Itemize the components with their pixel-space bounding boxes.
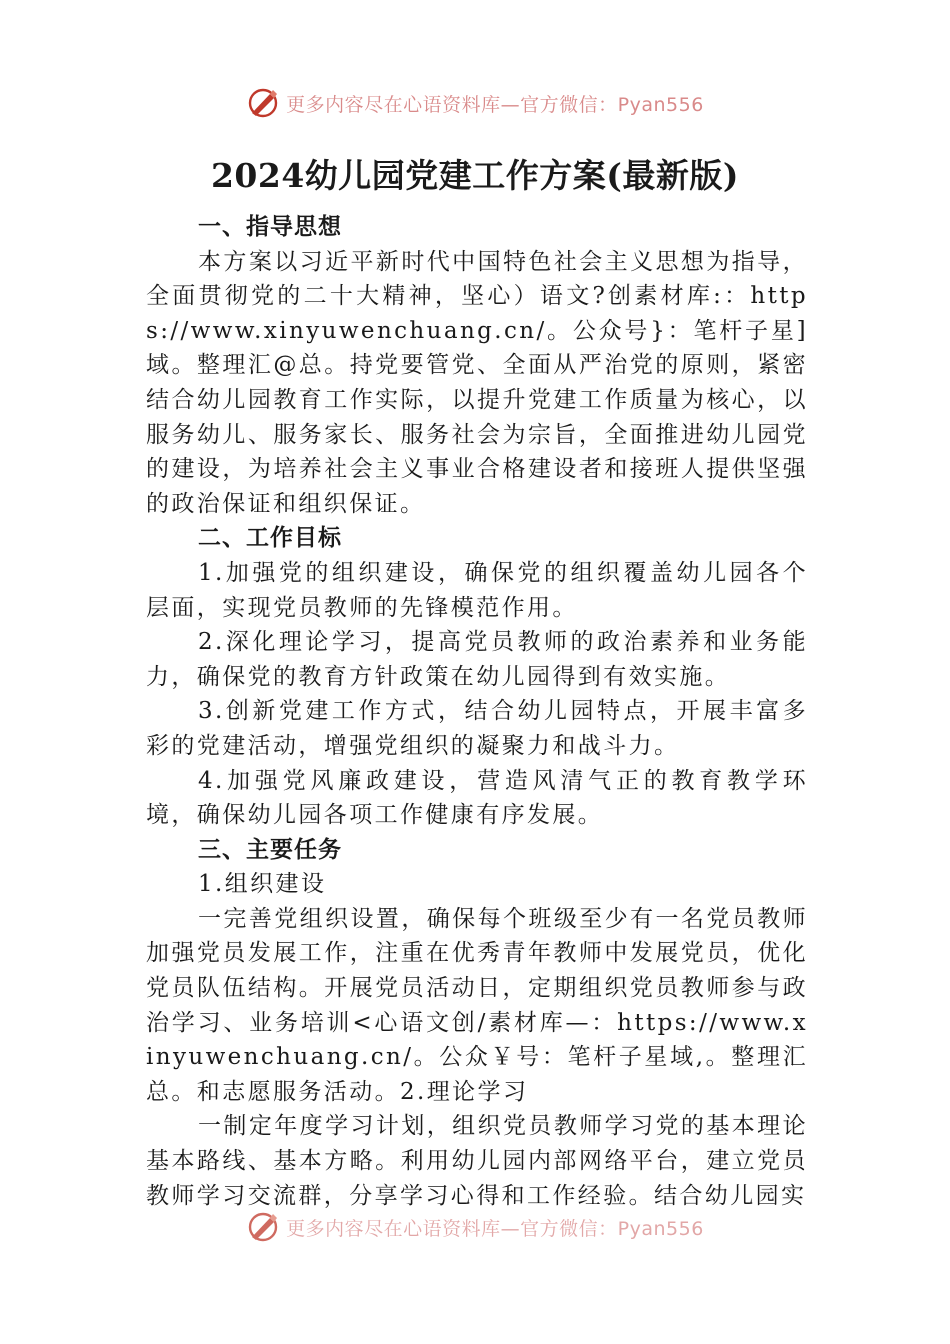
section-heading-main-tasks: 三、主要任务 — [198, 836, 342, 863]
page-title: 2024幼儿园党建工作方案(最新版) — [210, 156, 740, 195]
paragraph: 本方案以习近平新时代中国特色社会主义思想为指导，全面贯彻党的二十大精神，坚心）语文?创素材库:：https://www.xinyuwenchuang.cn/。公众号}：笔杆子星]域。整理汇@总。持党要管党、全面从严治党的原则，紧密结合幼儿园教育工作实际，以提升党建工作质量为核心，以服务幼儿、服务家长、服务社会为宗旨，全面推进幼儿园党的建设，为培养社会主义事业合格建设者和接班人提供坚强的政治保证和组织保证。 — [146, 248, 808, 517]
paragraph: 一制定年度学习计划，组织党员教师学习党的基本理论基本路线、基本方略。利用幼儿园内部网络平台，建立党员教师学习交流群，分享学习心得和工作经验。结合幼儿园实 — [146, 1113, 808, 1209]
watermark-text: 更多内容尽在心语资料库—官方微信：Pyan556 — [286, 93, 704, 116]
watermark-text: 更多内容尽在心语资料库—官方微信：Pyan556 — [286, 1217, 704, 1240]
subheading-organization: 1.组织建设 — [198, 871, 327, 898]
pen-logo-icon — [246, 1210, 280, 1244]
paragraph: 一完善党组织设置，确保每个班级至少有一名党员教师加强党员发展工作，注重在优秀青年教师中发展党员，优化党员队伍结构。开展党员活动日，定期组织党员教师参与政治学习、业务培训<心语文创/素材库—：https://www.xinyuwenchuang.cn/。公众￥号：笔杆子星域,。整理汇总。和志愿服务活动。2.理论学习 — [146, 905, 808, 1105]
watermark-header — [0, 86, 950, 120]
pen-logo-icon — [246, 86, 280, 120]
paragraph: 1.加强党的组织建设，确保党的组织覆盖幼儿园各个层面，实现党员教师的先锋模范作用。 — [146, 559, 808, 621]
section-heading-guiding-ideology: 一、指导思想 — [198, 214, 342, 240]
paragraph: 3.创新党建工作方式，结合幼儿园特点，开展丰富多彩的党建活动，增强党组织的凝聚力和战斗力。 — [146, 698, 808, 759]
paragraph: 2.深化理论学习，提高党员教师的政治素养和业务能力，确保党的教育方针政策在幼儿园得到有效实施。 — [146, 629, 808, 690]
section-heading-work-goals: 二、工作目标 — [198, 525, 342, 552]
watermark-footer — [0, 1210, 950, 1244]
paragraph: 4.加强党风廉政建设，营造风清气正的教育教学环境，确保幼儿园各项工作健康有序发展。 — [146, 767, 808, 829]
document-body — [146, 210, 808, 1213]
